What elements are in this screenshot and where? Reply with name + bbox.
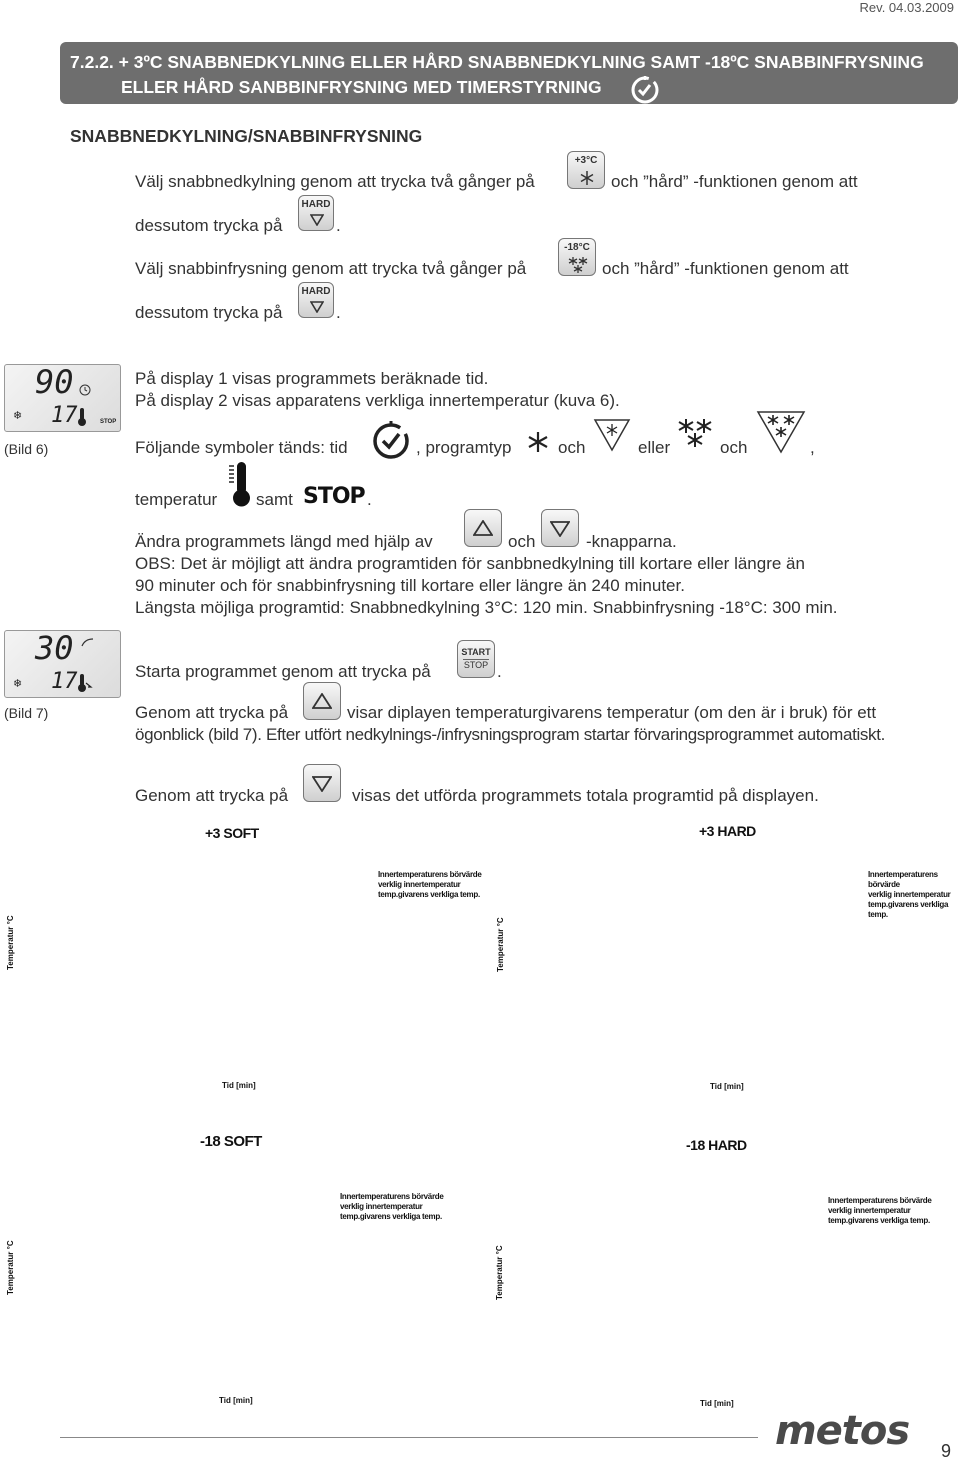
para1-text-b: och ”hård” -funktionen genom att: [611, 172, 858, 191]
snowflake-icon: [580, 171, 594, 185]
triangle-up-icon: [312, 693, 332, 709]
symbols-text-a: Följande symboler tänds: tid: [135, 438, 348, 457]
symbols-text-f: ,: [810, 438, 815, 457]
change-text-b: och: [508, 532, 536, 551]
obs-line-2: 90 minuter och för snabbinfrysning till kortare eller längre än 240 minuter.: [135, 576, 685, 595]
obs-line-1: OBS: Det är möjligt att ändra programtiden för sanbbnedkylning till kortare eller längre än: [135, 554, 805, 573]
chart-xlabel-minus18-hard: Tid [min]: [700, 1399, 734, 1408]
metos-logo: metos: [775, 1408, 910, 1454]
chart-legend-minus18-soft: [340, 1192, 444, 1222]
snowflake-small-icon: ❄: [13, 678, 23, 690]
chart-title-plus3-hard: +3 HARD: [699, 823, 756, 839]
snowflake-icon: [528, 432, 548, 452]
symbols-text-b: , programtyp: [416, 438, 512, 457]
up-text-a: Genom att trycka på: [135, 703, 289, 722]
revision-label: Rev. 04.03.2009: [859, 0, 954, 15]
chart-title-minus18-soft: -18 SOFT: [200, 1133, 262, 1150]
up-text-c: ögonblick (bild 7). Efter utfört nedkylnings-/infrysningsprogram startar förvaringsprogrammet automatiskt.: [135, 725, 885, 744]
legend-probe: temp.givarens verkliga temp.: [378, 890, 480, 899]
hard-button[interactable]: [298, 195, 334, 231]
plus3-button[interactable]: [567, 151, 605, 189]
triangle-down-icon: [310, 214, 324, 226]
banner-line-1: 7.2.2. + 3ºC SNABBNEDKYLNING ELLER HÅRD SNABBNEDKYLNING SAMT -18ºC SNABBINFRYSNING: [70, 52, 924, 72]
and-text: samt: [256, 490, 293, 509]
page-number: 9: [941, 1441, 952, 1461]
stop-label: STOP: [463, 660, 489, 670]
para2-text-d: .: [336, 303, 341, 322]
start-stop-button[interactable]: [457, 640, 495, 678]
up-text-b: visar diplayen temperaturgivarens temperatur (om den är i bruk) för ett: [347, 703, 877, 722]
section-banner: [60, 42, 958, 104]
plus3-button-label: +3°C: [574, 155, 598, 166]
temperature-text: temperatur: [135, 490, 218, 509]
legend-setpoint: Innertemperaturens börvärde: [828, 1196, 932, 1205]
probe-icon: [81, 637, 95, 647]
chart-ylabel-plus3-soft: Temperatur °C: [6, 915, 15, 970]
change-text-c: -knapparna.: [586, 532, 677, 551]
legend-setpoint: Innertemperaturens börvärde: [378, 870, 482, 879]
triangle-up-icon: [473, 520, 493, 536]
para1-text-d: .: [336, 216, 341, 235]
start-text-a: Starta programmet genom att trycka på: [135, 662, 431, 681]
hard-button-label: HARD: [301, 286, 331, 297]
legend-actual: verklig innertemperatur: [378, 880, 461, 889]
sub-heading: SNABBNEDKYLNING/SNABBINFRYSNING: [70, 126, 423, 146]
display-bild-6: [4, 364, 121, 432]
chart-legend-plus3-hard: [868, 870, 960, 920]
para1-text-c: dessutom trycka på: [135, 216, 283, 235]
display-bild-7: [4, 630, 121, 698]
chart-ylabel-plus3-hard: Temperatur °C: [496, 917, 505, 972]
start-text-b: .: [497, 662, 502, 681]
triangle-down-icon: [310, 301, 324, 313]
legend-setpoint: Innertemperaturens börvärde: [340, 1192, 444, 1201]
legend-probe: temp.givarens verkliga temp.: [340, 1212, 442, 1221]
obs-line-3: Längsta möjliga programtid: Snabbnedkylning 3°C: 120 min. Snabbinfrysning -18°C: 300 min.: [135, 598, 838, 617]
clock-small-icon: [79, 384, 91, 396]
hard-button-2[interactable]: [298, 282, 334, 318]
stop-indicator: STOP: [100, 419, 117, 425]
minus18-button[interactable]: [558, 238, 596, 276]
double-snowflake-icon: [677, 418, 713, 448]
chart-ylabel-minus18-hard: Temperatur °C: [495, 1245, 504, 1300]
display-temp-value: 17: [51, 403, 78, 428]
period-text: .: [367, 490, 372, 509]
symbols-text-d: eller: [638, 438, 671, 457]
thermometer-small-icon: [77, 673, 93, 693]
triangle-down-icon: [312, 776, 332, 792]
info-line-2: På display 2 visas apparatens verkliga innertemperatur (kuva 6).: [135, 391, 620, 410]
timer-clock-icon: [630, 75, 660, 105]
legend-actual: verklig innertemperatur: [868, 890, 951, 899]
chart-title-plus3-soft: +3 SOFT: [205, 825, 259, 841]
down-text-a: Genom att trycka på: [135, 786, 289, 805]
display-time-value: 30: [35, 629, 74, 667]
para2-text-c: dessutom trycka på: [135, 303, 283, 322]
display-temp-value: 17: [51, 669, 78, 694]
info-line-1: På display 1 visas programmets beräknade tid.: [135, 369, 489, 388]
legend-setpoint: Innertemperaturens börvärde: [868, 870, 938, 889]
legend-probe: temp.givarens verkliga temp.: [868, 900, 949, 919]
legend-actual: verklig innertemperatur: [340, 1202, 423, 1211]
chart-legend-minus18-hard: [828, 1196, 932, 1226]
double-snowflake-icon: [567, 257, 589, 273]
triangle-down-icon: [550, 521, 570, 537]
up-button[interactable]: [464, 509, 502, 547]
thermometer-icon: [228, 460, 254, 508]
footer-rule: [60, 1437, 758, 1438]
start-label: START: [461, 647, 491, 657]
snowflake-small-icon: ❄: [13, 410, 23, 422]
bild-7-caption: (Bild 7): [4, 705, 49, 721]
chart-xlabel-plus3-soft: Tid [min]: [222, 1081, 256, 1090]
timer-clock-icon: [370, 418, 412, 460]
para1-text-a: Välj snabbnedkylning genom att trycka två gånger på: [135, 172, 535, 191]
chart-legend-plus3-soft: [378, 870, 482, 900]
chart-xlabel-plus3-hard: Tid [min]: [710, 1082, 744, 1091]
chart-xlabel-minus18-soft: Tid [min]: [219, 1396, 253, 1405]
legend-actual: verklig innertemperatur: [828, 1206, 911, 1215]
para2-text-b: och ”hård” -funktionen genom att: [602, 259, 849, 278]
chart-ylabel-minus18-soft: Temperatur °C: [6, 1240, 15, 1295]
banner-line-2: ELLER HÅRD SANBBINFRYSNING MED TIMERSTYRNING: [121, 77, 602, 97]
change-text-a: Ändra programmets längd med hjälp av: [135, 532, 433, 551]
symbols-text-c: och: [558, 438, 586, 457]
chart-title-minus18-hard: -18 HARD: [686, 1137, 747, 1153]
symbols-text-e: och: [720, 438, 748, 457]
bild-6-caption: (Bild 6): [4, 441, 49, 457]
hard-button-label: HARD: [301, 199, 331, 210]
double-snowflake-triangle-icon: [756, 410, 806, 454]
down-button-2[interactable]: [303, 764, 341, 802]
up-button-2[interactable]: [303, 682, 341, 720]
thermometer-small-icon: [77, 407, 87, 427]
snowflake-triangle-icon: [593, 418, 631, 452]
stop-symbol: STOP: [303, 484, 365, 509]
legend-probe: temp.givarens verkliga temp.: [828, 1216, 930, 1225]
down-button[interactable]: [541, 509, 579, 547]
down-text-b: visas det utförda programmets totala programtid på displayen.: [352, 786, 819, 805]
para2-text-a: Välj snabbinfrysning genom att trycka två gånger på: [135, 259, 527, 278]
minus18-button-label: -18°C: [564, 242, 590, 253]
display-time-value: 90: [35, 363, 74, 401]
